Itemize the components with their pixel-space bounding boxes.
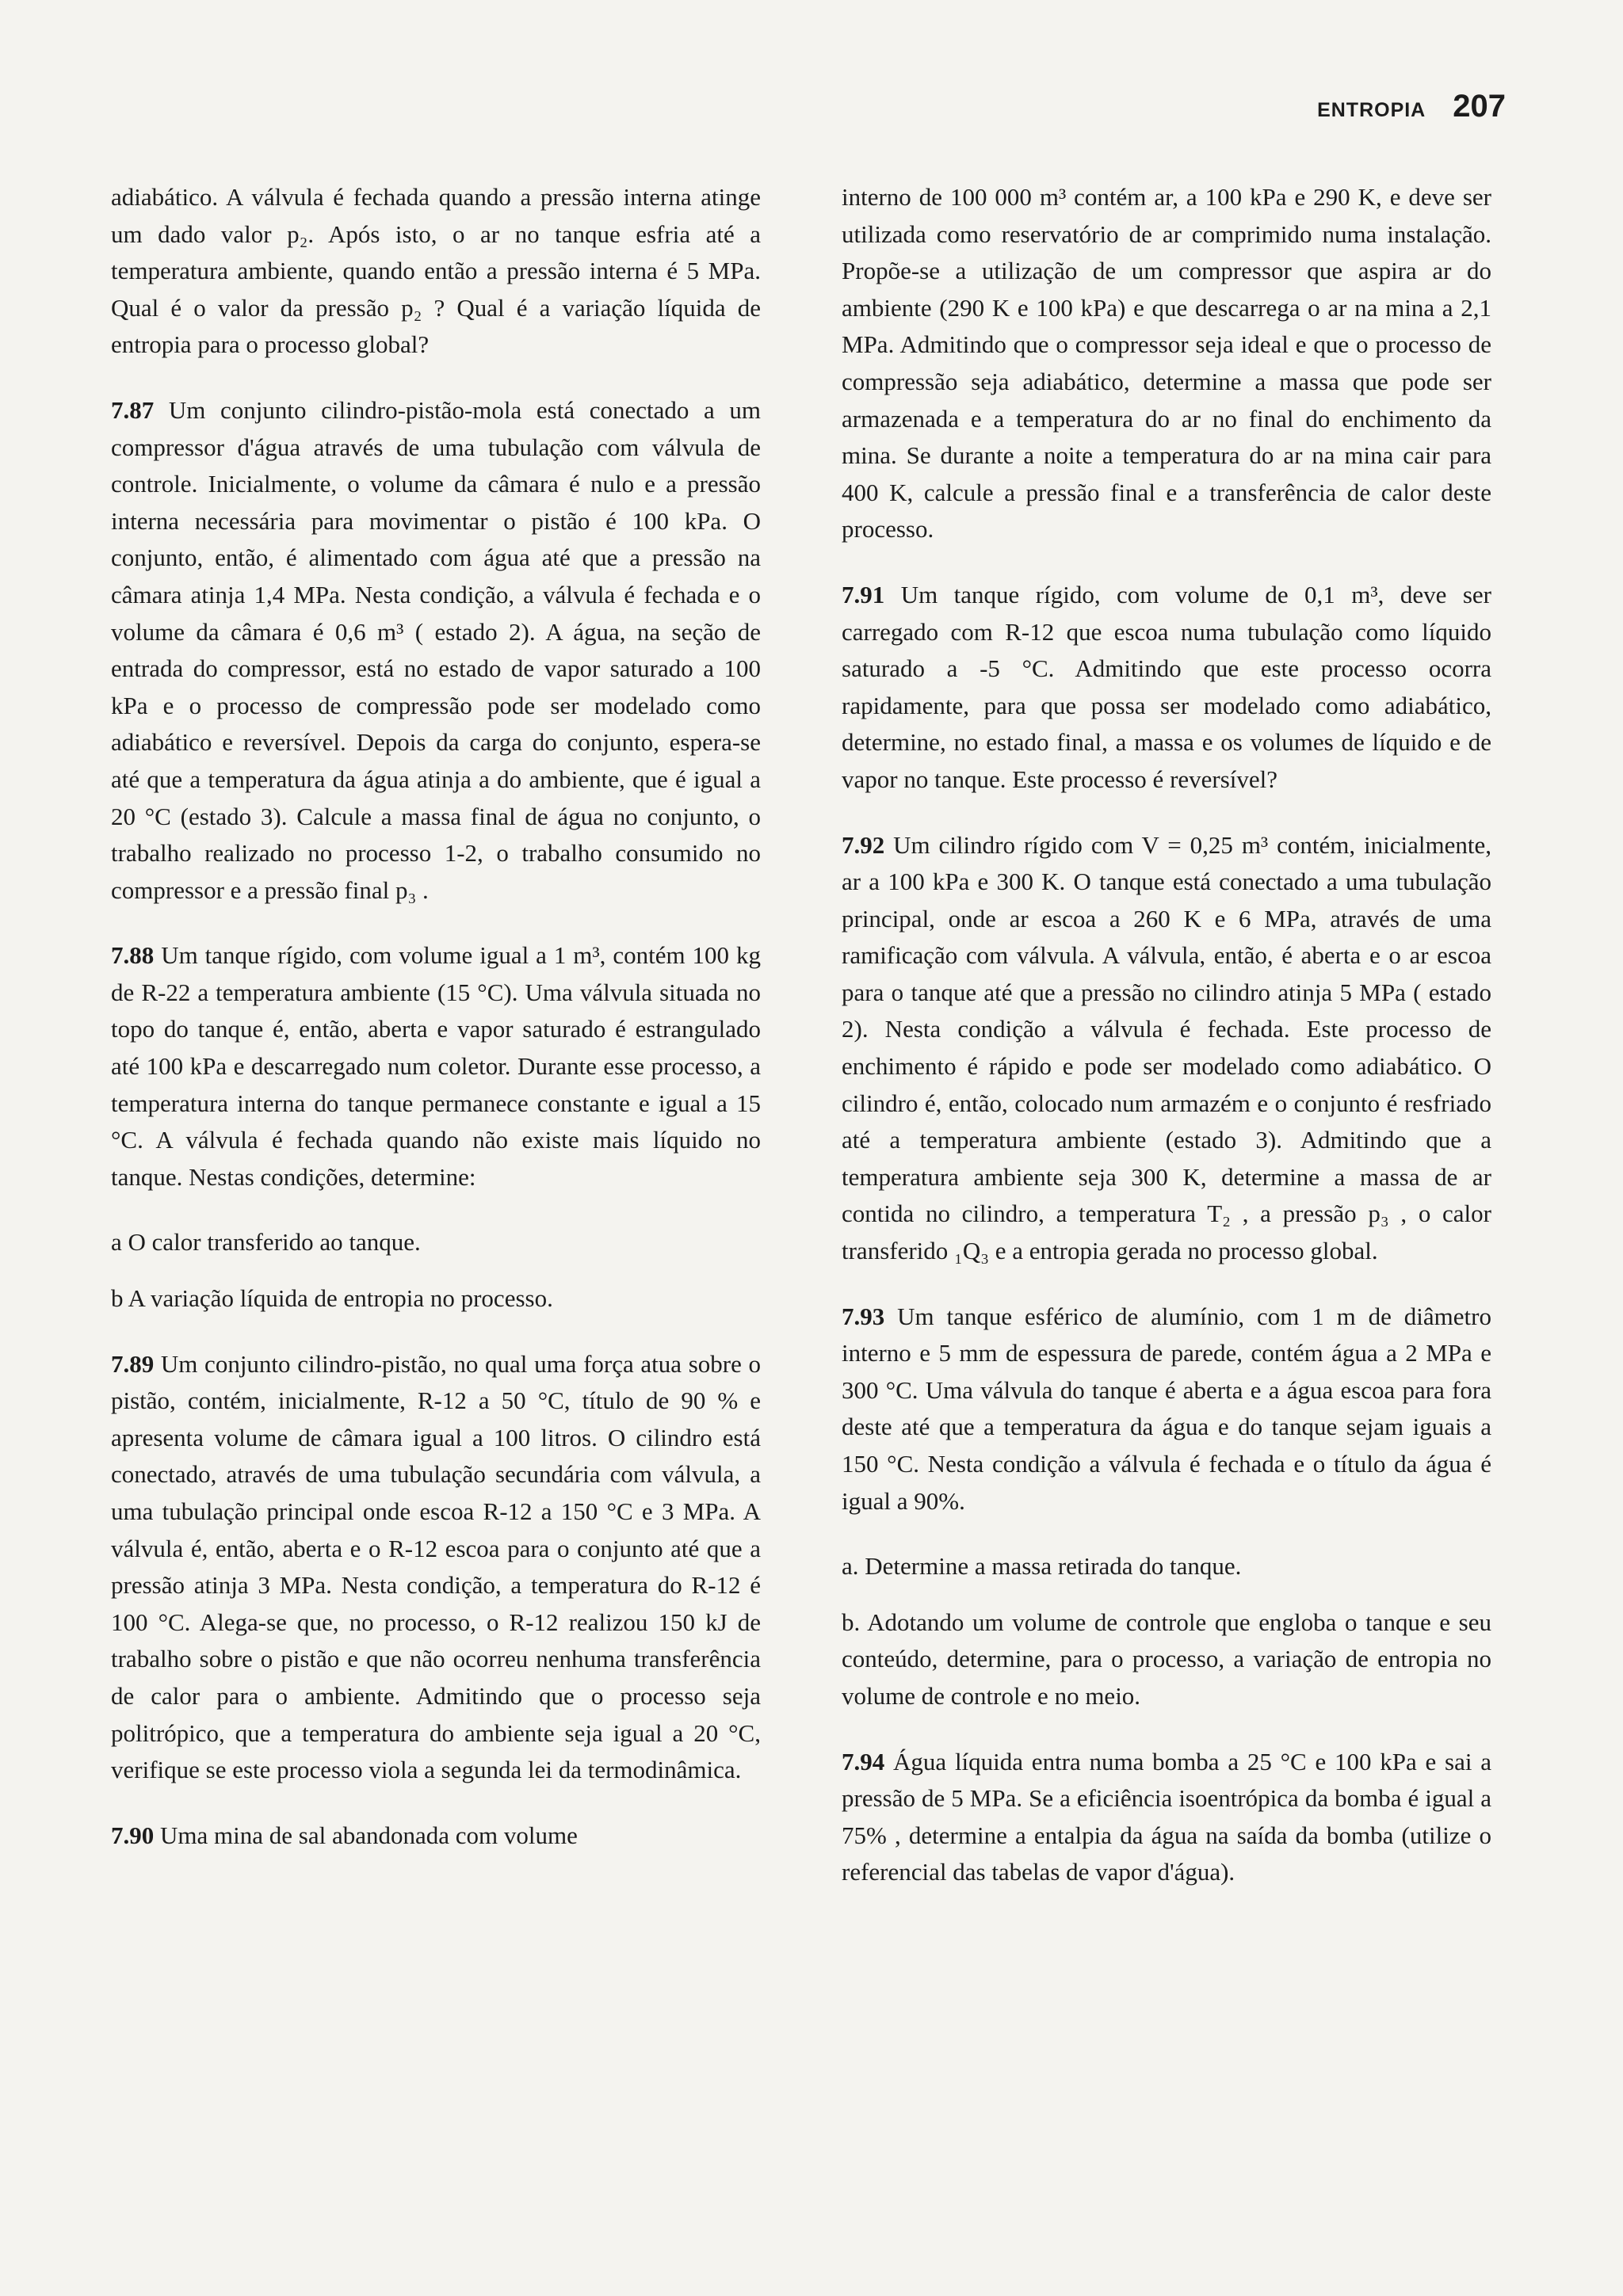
paragraph-text: Um cilindro rígido com V = 0,25 m³ contém, inicialmente, ar a 100 kPa e 300 K. O tanque está conectado a uma tubulação principal, onde ar escoa a 260 K e 6 MPa, através de uma ramificação com válvula. A válvula, então, é aberta e o ar escoa para o tanque até que a pressão no cilindro atinja 5 MPa ( estado 2). Nesta condição a válvula é fechada. Este processo de enchimento é rápido e pode ser modelado como adiabático. O cilindro é, então, colocado num armazém e o conjunto é resfriado até a temperatura ambiente (estado 3). Admitindo que a temperatura ambiente seja 300 K, determine a massa de ar contida no cilindro, a temperatura T₂ , a pressão p₃ , o calor transferido ₁Q₃ e a entropia gerada no processo global. [842, 830, 1491, 1265]
section-title: ENTROPIA [1317, 99, 1426, 121]
problem-paragraph [842, 577, 1491, 799]
paragraph-text: a O calor transferido ao tanque. [111, 1228, 421, 1257]
text-paragraph [842, 1604, 1491, 1715]
text-paragraph [111, 1280, 761, 1318]
problem-paragraph [111, 937, 761, 1196]
problem-number: 7.88 [111, 941, 155, 970]
problem-paragraph [111, 1817, 761, 1855]
problem-paragraph [842, 827, 1491, 1270]
problem-number: 7.92 [842, 830, 885, 859]
right-column [842, 179, 1491, 1920]
paragraph-text: a. Determine a massa retirada do tanque. [842, 1552, 1242, 1581]
problem-paragraph [842, 1299, 1491, 1520]
problem-number: 7.87 [111, 395, 155, 424]
paragraph-text: Um conjunto cilindro-pistão, no qual uma força atua sobre o pistão, contém, inicialmente, R-12 a 50 °C, título de 90 % e apresenta volume de câmara igual a 100 litros. O cilindro está conectado, através de uma tubulação secundária com válvula, a uma tubulação principal onde escoa R-12 a 150 °C e 3 MPa. A válvula é, então, aberta e o R-12 escoa para o conjunto até que a pressão atinja 3 MPa. Nesta condição, a temperatura do R-12 é 100 °C. Alega-se que, no processo, o R-12 realizou 150 kJ de trabalho sobre o pistão e que não ocorreu nenhuma transferência de calor para o ambiente. Admitindo que o processo seja politrópico, que a temperatura do ambiente seja igual a 20 °C, verifique se este processo viola a segunda lei da termodinâmica. [111, 1349, 761, 1784]
paragraph-text: b. Adotando um volume de controle que engloba o tanque e seu conteúdo, determine, para o processo, a variação de entropia no volume de controle e no meio. [842, 1608, 1491, 1710]
running-header [1317, 89, 1506, 124]
problem-number: 7.93 [842, 1302, 885, 1330]
problem-paragraph [111, 1346, 761, 1789]
paragraph-text: Água líquida entra numa bomba a 25 °C e 100 kPa e sai a pressão de 5 MPa. Se a eficiência isoentrópica da bomba é igual a 75% , determine a entalpia da água na saída da bomba (utilize o referencial das tabelas de vapor d'água). [842, 1747, 1492, 1886]
page-number: 207 [1453, 89, 1506, 124]
paragraph-text: Um conjunto cilindro-pistão-mola está conectado a um compressor d'água através de uma tubulação com válvula de controle. Inicialmente, o volume da câmara é nulo e a pressão interna necessária para movimentar o pistão é 100 kPa. O conjunto, então, é alimentado com água até que a pressão na câmara atinja 1,4 MPa. Nesta condição, a válvula é fechada e o volume da câmara é 0,6 m³ ( estado 2). A água, na seção de entrada do compressor, está no estado de vapor saturado a 100 kPa e o processo de compressão pode ser modelado como adiabático e reversível. Depois da carga do conjunto, espera-se até que a temperatura da água atinja a do ambiente, que é igual a 20 °C (estado 3). Calcule a massa final de água no conjunto, o trabalho realizado no processo 1-2, o trabalho consumido no compressor e a pressão final p₃ . [111, 395, 761, 904]
text-paragraph [111, 1224, 761, 1261]
paragraph-text: b A variação líquida de entropia no processo. [111, 1284, 553, 1313]
problem-number: 7.89 [111, 1349, 155, 1378]
left-column [111, 179, 761, 1882]
problem-number: 7.94 [842, 1747, 885, 1775]
problem-number: 7.91 [842, 580, 885, 608]
problem-number: 7.90 [111, 1821, 155, 1849]
paragraph-text: Um tanque rígido, com volume igual a 1 m³, contém 100 kg de R-22 a temperatura ambiente (15 °C). Uma válvula situada no topo do tanque é, então, aberta e vapor saturado é estrangulado até 100 kPa e descarregado num coletor. Durante esse processo, a temperatura interna do tanque permanece constante e igual a 15 °C. A válvula é fechada quando não existe mais líquido no tanque. Nestas condições, determine: [111, 941, 762, 1191]
problem-paragraph [111, 392, 761, 909]
problem-paragraph [842, 1744, 1491, 1891]
text-paragraph [842, 179, 1491, 548]
paragraph-text: adiabático. A válvula é fechada quando a pressão interna atinge um dado valor p₂. Após isto, o ar no tanque esfria até a temperatura ambiente, quando então a pressão interna é 5 MPa. Qual é o valor da pressão p₂ ? Qual é a variação líquida de entropia para o processo global? [111, 183, 761, 359]
text-paragraph [842, 1548, 1491, 1585]
paragraph-text: interno de 100 000 m³ contém ar, a 100 kPa e 290 K, e deve ser utilizada como reservatório de ar comprimido numa instalação. Propõe-se a utilização de um compressor que aspira ar do ambiente (290 K e 100 kPa) e que descarrega o ar na mina a 2,1 MPa. Admitindo que o compressor seja ideal e que o processo de compressão seja adiabático, determine a massa que pode ser armazenada e a temperatura do ar no final do enchimento da mina. Se durante a noite a temperatura do ar na mina cair para 400 K, calcule a pressão final e a transferência de calor deste processo. [842, 183, 1491, 543]
paragraph-text: Uma mina de sal abandonada com volume [160, 1821, 578, 1849]
text-paragraph [111, 179, 761, 364]
paragraph-text: Um tanque rígido, com volume de 0,1 m³, deve ser carregado com R-12 que escoa numa tubulação como líquido saturado a -5 °C. Admitindo que este processo ocorra rapidamente, para que possa ser modelado como adiabático, determine, no estado final, a massa e os volumes de líquido e de vapor no tanque. Este processo é reversível? [842, 580, 1491, 793]
paragraph-text: Um tanque esférico de alumínio, com 1 m de diâmetro interno e 5 mm de espessura de parede, contém água a 2 MPa e 300 °C. Uma válvula do tanque é aberta e a água escoa para fora deste até que a temperatura da água e do tanque sejam iguais a 150 °C. Nesta condição a válvula é fechada e o título da água é igual a 90%. [842, 1302, 1491, 1515]
